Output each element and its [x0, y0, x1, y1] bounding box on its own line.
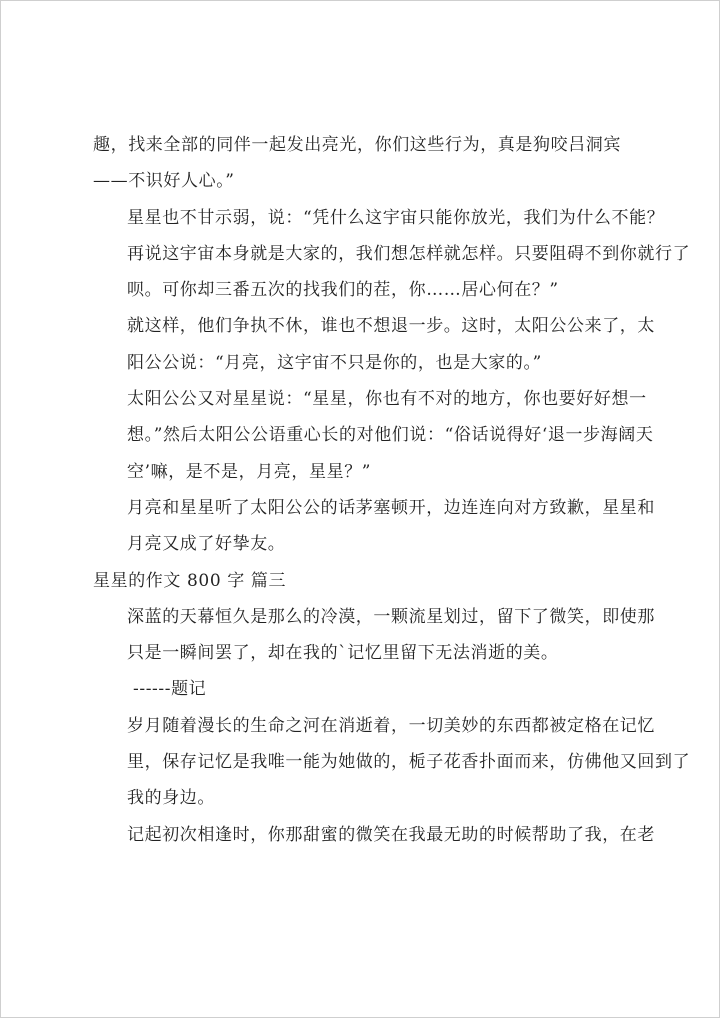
text-line: 我的身边。 [127, 788, 215, 809]
text-line: 星星也不甘示弱，说：“凭什么这宇宙只能你放光，我们为什么不能？ [127, 207, 665, 228]
text-line: 里，保存记忆是我唯一能为她做的，栀子花香扑面而来，仿佛他又回到了 [127, 752, 691, 773]
text-line: 再说这宇宙本身就是大家的，我们想怎样就怎样。只要阻碍不到你就行了 [127, 243, 691, 264]
text-line: 就这样，他们争执不休，谁也不想退一步。这时，太阳公公来了，太 [127, 316, 655, 337]
paragraph-2 [93, 200, 691, 309]
paragraph-5 [93, 490, 655, 563]
section-heading: 星星的作文 800 字 篇三 [93, 570, 287, 591]
paragraph-3 [93, 308, 655, 381]
text-line: 太阳公公又对星星说：“星星，你也有不对的地方，你也要好好想一 [127, 389, 647, 410]
text-line: 只是一瞬间罢了，却在我的`记忆里留下无法消逝的美。 [127, 643, 559, 664]
text-line: 想。”然后太阳公公语重心长的对他们说：“俗话说得好‘退一步海阔天 [127, 425, 654, 446]
text-line: 月亮和星星听了太阳公公的话茅塞顿开，边连连向对方致歉，星星和 [127, 497, 655, 518]
text-line: 深蓝的天幕恒久是那么的冷漠，一颗流星划过，留下了微笑，即使那 [127, 606, 655, 627]
paragraph-4 [93, 381, 654, 490]
text-line: 月亮又成了好挚友。 [127, 534, 286, 555]
text-line: 岁月随着漫长的生命之河在消逝着，一切美妙的东西都被定格在记忆 [127, 715, 655, 736]
document-body [93, 127, 691, 853]
body-paragraph-2 [93, 817, 655, 853]
text-line: 趣，找来全部的同伴一起发出亮光，你们这些行为，真是狗咬吕洞宾 [93, 135, 621, 155]
paragraph-1 [93, 127, 633, 200]
byline: ------题记 [133, 679, 207, 700]
intro-paragraph [93, 599, 655, 672]
text-line: 记起初次相逢时，你那甜蜜的微笑在我最无助的时候帮助了我，在老 [127, 824, 655, 845]
text-line: 阳公公说：“月亮，这宇宙不只是你的，也是大家的。” [127, 352, 542, 373]
text-line: ——不识好人心。” [93, 171, 235, 192]
body-paragraph-1 [93, 708, 691, 817]
text-line: 呗。可你却三番五次的找我们的茬，你……居心何在？” [127, 280, 559, 301]
text-line: 空’嘛，是不是，月亮，星星？” [127, 461, 372, 482]
